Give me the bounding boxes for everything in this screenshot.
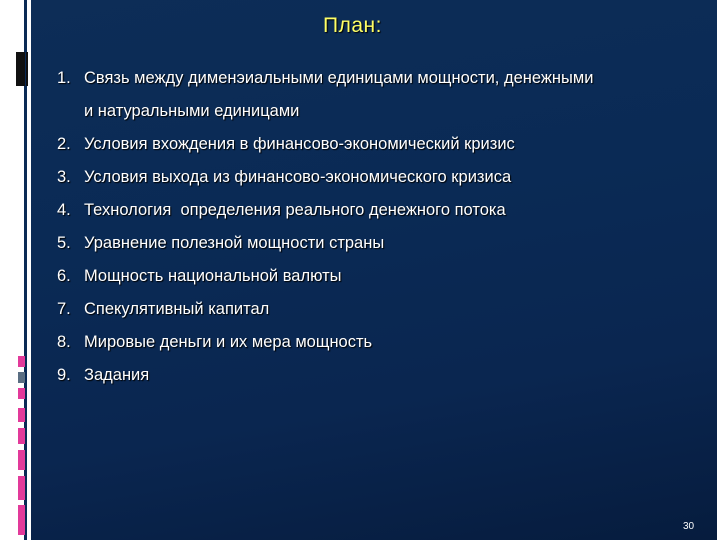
plan-item-3	[57, 167, 657, 187]
item-number: 8.	[57, 333, 71, 351]
item-number: 9.	[57, 366, 71, 384]
item-text: Мощность национальной валюты	[84, 267, 342, 285]
item-number: 6.	[57, 267, 71, 285]
decor-square	[18, 450, 25, 470]
plan-list	[57, 68, 657, 398]
item-text: Задания	[84, 366, 150, 384]
decor-square	[18, 505, 25, 535]
plan-item-4	[57, 200, 657, 220]
slide-title: План:	[323, 14, 382, 37]
item-text-continued: и натуральными единицами	[84, 102, 300, 120]
plan-item-7	[57, 299, 657, 319]
item-number: 5.	[57, 234, 71, 252]
item-number: 4.	[57, 201, 71, 219]
decor-square	[18, 476, 25, 500]
item-text: Связь между дименэиальными единицами мощности, денежными	[84, 69, 594, 87]
item-number: 2.	[57, 135, 71, 153]
item-number: 7.	[57, 300, 71, 318]
plan-item-1	[57, 68, 657, 121]
page-number: 30	[683, 521, 695, 532]
item-text: Технология определения реального денежного потока	[84, 201, 506, 219]
item-text: Уравнение полезной мощности страны	[84, 234, 385, 252]
item-text: Условия вхождения в финансово-экономический кризис	[84, 135, 515, 153]
decor-bar	[16, 52, 25, 86]
item-text: Условия выхода из финансово-экономического кризиса	[84, 168, 512, 186]
plan-item-9	[57, 365, 657, 385]
decor-square	[18, 428, 25, 444]
decor-square	[18, 408, 25, 422]
plan-item-8	[57, 332, 657, 352]
plan-item-2	[57, 134, 657, 154]
decor-square	[18, 356, 25, 367]
decor-square	[18, 372, 25, 383]
decor-square	[18, 388, 25, 399]
decor-line	[26, 52, 28, 86]
plan-item-6	[57, 266, 657, 286]
item-number: 3.	[57, 168, 71, 186]
plan-item-5	[57, 233, 657, 253]
item-number: 1.	[57, 69, 71, 87]
item-text: Мировые деньги и их мера мощность	[84, 333, 373, 351]
item-text: Спекулятивный капитал	[84, 300, 270, 318]
